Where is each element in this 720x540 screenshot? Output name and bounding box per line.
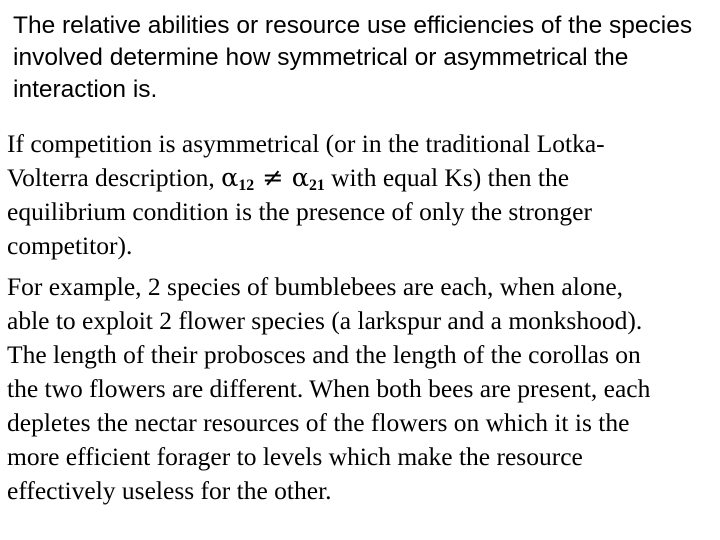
example-line-3: The length of their probosces and the length of the corollas on bbox=[7, 340, 641, 369]
example-line-7: effectively useless for the other. bbox=[7, 476, 332, 505]
not-equal-symbol: ≠ bbox=[254, 163, 292, 193]
asymmetry-line-2-end: with equal Ks) then the bbox=[324, 163, 570, 192]
example-line-1: For example, 2 species of bumblebees are each, when alone, bbox=[7, 272, 624, 301]
example-line-6: more efficient forager to levels which make the resource bbox=[7, 442, 583, 471]
subscript-21: 21 bbox=[308, 176, 325, 194]
intro-line-3: interaction is. bbox=[13, 76, 158, 103]
intro-line-1: The relative abilities or resource use efficiencies of the species bbox=[13, 12, 693, 39]
example-paragraph bbox=[7, 270, 717, 508]
asymmetry-line-2-start: Volterra description, bbox=[7, 163, 222, 192]
example-line-4: the two flowers are different. When both bees are present, each bbox=[7, 374, 651, 403]
asymmetry-line-4: competitor). bbox=[7, 231, 133, 260]
example-line-2: able to exploit 2 flower species (a larkspur and a monkshood). bbox=[7, 306, 643, 335]
alpha-symbol: α bbox=[291, 163, 309, 193]
example-line-5: depletes the nectar resources of the flowers on which it is the bbox=[7, 408, 630, 437]
intro-paragraph bbox=[13, 10, 718, 106]
asymmetry-line-1: If competition is asymmetrical (or in the traditional Lotka- bbox=[7, 129, 605, 158]
asymmetry-paragraph bbox=[7, 127, 712, 263]
intro-line-2: involved determine how symmetrical or asymmetrical the bbox=[13, 44, 629, 71]
subscript-12: 12 bbox=[238, 176, 255, 194]
asymmetry-line-2 bbox=[7, 161, 712, 195]
alpha-symbol: α bbox=[221, 163, 239, 193]
asymmetry-line-3: equilibrium condition is the presence of only the stronger bbox=[7, 197, 592, 226]
